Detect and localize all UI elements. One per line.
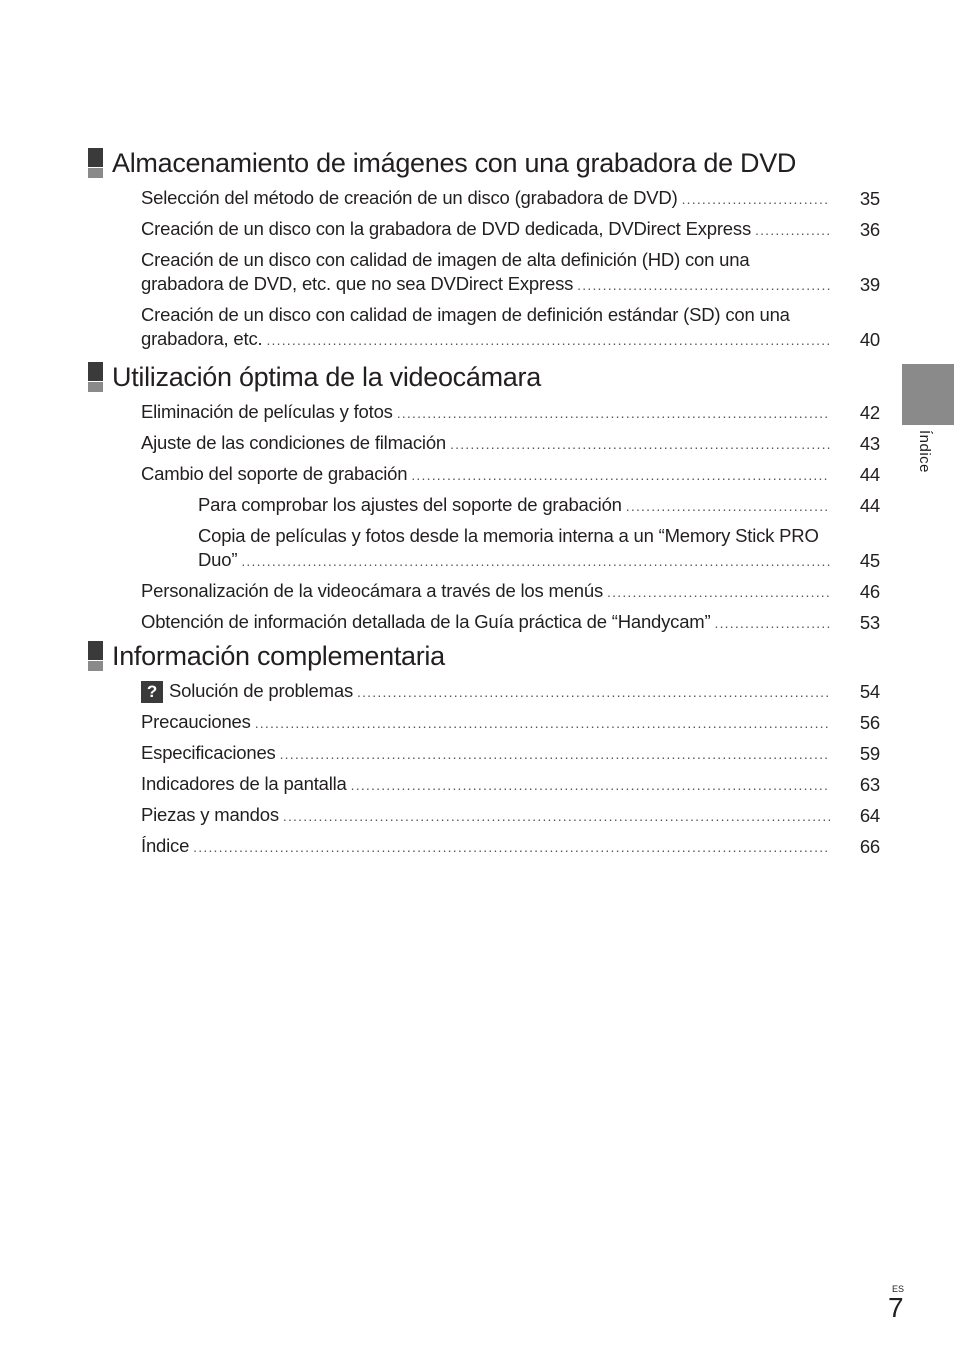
toc-entry-text: Para comprobar los ajustes del soporte de grabación: [198, 494, 622, 515]
section-marker-icon: [88, 148, 103, 178]
section-marker-icon: [88, 362, 103, 392]
dot-leader: [193, 835, 830, 859]
toc-page-number: 64: [859, 805, 880, 826]
section-heading: [88, 360, 880, 394]
toc-entry-text: Ajuste de las condiciones de filmación: [141, 432, 447, 453]
toc-entry-text: Selección del método de creación de un disco (grabadora de DVD): [141, 187, 678, 208]
dot-leader: [411, 463, 830, 487]
section-heading: [88, 146, 880, 180]
toc-entry[interactable]: [141, 741, 880, 766]
toc-entry-text: Duo”: [198, 549, 238, 570]
dot-leader: [577, 273, 830, 297]
toc-entry-text: Obtención de información detallada de la Guía práctica de “Handycam”: [141, 611, 711, 632]
toc-entry[interactable]: [141, 431, 880, 456]
toc-page-number: 44: [859, 495, 880, 516]
toc-entry-text: Solución de problemas: [169, 680, 353, 701]
page-language-code: ES: [892, 1284, 905, 1294]
toc-section: [88, 639, 880, 859]
toc-entry[interactable]: [141, 610, 880, 635]
toc-entry[interactable]: [198, 493, 880, 518]
toc-section: [88, 146, 880, 352]
toc-page-number: 44: [859, 464, 880, 485]
toc-page-number: 45: [859, 550, 880, 571]
toc-entry[interactable]: [141, 462, 880, 487]
section-title: Utilización óptima de la videocámara: [112, 361, 541, 392]
toc-page-number: 53: [859, 612, 880, 633]
toc-page-number: 54: [859, 681, 880, 702]
dot-leader: [755, 218, 830, 242]
toc-page-number: 35: [859, 188, 880, 209]
section-title: Almacenamiento de imágenes con una grabadora de DVD: [112, 147, 797, 178]
toc-entry-text: Creación de un disco con calidad de imagen de definición estándar (SD) con una: [141, 304, 790, 325]
toc-page-number: 42: [859, 402, 880, 423]
toc-entry[interactable]: [141, 186, 880, 211]
toc-entry-text: Indicadores de la pantalla: [141, 773, 347, 794]
toc-entry[interactable]: [141, 834, 880, 859]
toc-entry-text: grabadora, etc.: [141, 328, 263, 349]
dot-leader: [255, 711, 830, 735]
toc-page-number: 59: [859, 743, 880, 764]
toc-entry[interactable]: [141, 400, 880, 425]
toc-entry-text: grabadora de DVD, etc. que no sea DVDirect Express: [141, 273, 574, 294]
dot-leader: [397, 401, 830, 425]
section-marker-icon: [88, 641, 103, 671]
toc-entry-text: Precauciones: [141, 711, 251, 732]
toc-page-number: 39: [859, 274, 880, 295]
toc-entry[interactable]: [198, 524, 880, 573]
toc-entry-text: Especificaciones: [141, 742, 276, 763]
dot-leader: [682, 187, 830, 211]
toc-entry[interactable]: [141, 803, 880, 828]
toc-page-number: 43: [859, 433, 880, 454]
section-heading: [88, 639, 880, 673]
toc-entry-text: Piezas y mandos: [141, 804, 279, 825]
toc-page-number: 56: [859, 712, 880, 733]
dot-leader: [357, 680, 830, 704]
toc-page-number: 46: [859, 581, 880, 602]
toc-page-number: 40: [859, 329, 880, 350]
dot-leader: [283, 804, 830, 828]
dot-leader: [450, 432, 830, 456]
toc-entry[interactable]: [141, 579, 880, 604]
toc-entry-text: Eliminación de películas y fotos: [141, 401, 393, 422]
toc-entry-text: Índice: [141, 835, 190, 856]
toc-entry-text: Creación de un disco con la grabadora de DVD dedicada, DVDirect Express: [141, 218, 751, 239]
toc-entry[interactable]: [141, 303, 880, 352]
toc-entry[interactable]: [141, 679, 880, 704]
toc-page-number: 66: [859, 836, 880, 857]
dot-leader: [241, 549, 830, 573]
toc-page-number: 63: [859, 774, 880, 795]
dot-leader: [280, 742, 830, 766]
dot-leader: [607, 580, 830, 604]
toc-entry-text: Cambio del soporte de grabación: [141, 463, 408, 484]
toc-entry[interactable]: [141, 772, 880, 797]
section-title: Información complementaria: [112, 640, 445, 671]
dot-leader: [714, 611, 830, 635]
dot-leader: [626, 494, 830, 518]
dot-leader: [266, 328, 830, 352]
toc-entry-text: Personalización de la videocámara a través de los menús: [141, 580, 604, 601]
toc-entry-text: Copia de películas y fotos desde la memoria interna a un “Memory Stick PRO: [198, 525, 819, 546]
toc-page-number: 36: [859, 219, 880, 240]
toc-entry[interactable]: [141, 217, 880, 242]
question-icon: ?: [141, 681, 163, 703]
toc-section: [88, 360, 880, 635]
side-tab-label: Índice: [916, 430, 933, 474]
dot-leader: [351, 773, 830, 797]
side-tab[interactable]: [902, 364, 954, 425]
toc-entry[interactable]: [141, 248, 880, 297]
toc-entry-text: Creación de un disco con calidad de imagen de alta definición (HD) con una: [141, 249, 750, 270]
page-number: 7: [888, 1292, 904, 1323]
toc-entry[interactable]: [141, 710, 880, 735]
